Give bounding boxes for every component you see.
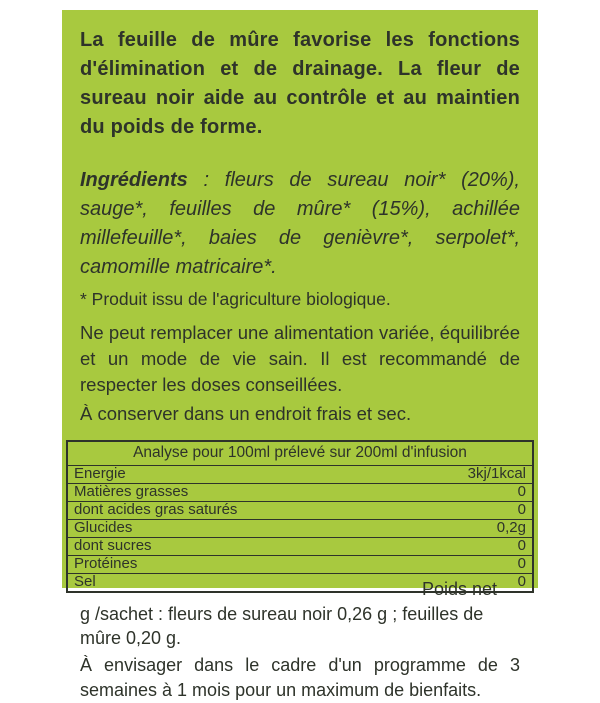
nutrition-table-header-row: [67, 441, 533, 466]
nutrient-value: 0: [399, 538, 533, 556]
table-row: [67, 520, 533, 538]
net-weight-label: Poids net: [422, 579, 498, 599]
organic-note: * Produit issu de l'agriculture biologique.: [80, 289, 391, 309]
nutrient-value: 3kj/1kcal: [399, 466, 533, 484]
table-row: [67, 484, 533, 502]
table-row: [67, 538, 533, 556]
nutrient-value: 0,2g: [399, 520, 533, 538]
nutrient-label: Matières grasses: [67, 484, 399, 502]
ingredients-heading: Ingrédients: [80, 169, 188, 191]
benefit-claim-text: La feuille de mûre favorise les fonctions d'élimination et de drainage. La fleur de sureau noir aide au contrôle et au maintien du poids de forme.: [80, 29, 520, 138]
product-label: [62, 10, 538, 700]
ingredients-list: : fleurs de sureau noir* (20%), sauge*, feuilles de mûre* (15%), achillée millefeuille*, baies de genièvre*, serpolet*, camomille matricaire*.: [80, 169, 520, 278]
nutrient-value: 0: [399, 484, 533, 502]
per-sachet-dosage: g /sachet : fleurs de sureau noir 0,26 g ; feuilles de mûre 0,20 g.: [80, 604, 484, 648]
nutrient-label: dont acides gras saturés: [67, 502, 399, 520]
table-row: [67, 466, 533, 484]
program-advice: À envisager dans le cadre d'un programme de 3 semaines à 1 mois pour un maximum de bienfaits.: [80, 655, 520, 700]
nutrient-label: Sel: [74, 573, 96, 590]
nutrition-table-title: Analyse pour 100ml prélevé sur 200ml d'infusion: [67, 441, 533, 466]
nutrient-label: Glucides: [67, 520, 399, 538]
nutrient-value: 0: [399, 556, 533, 574]
storage-instruction: À conserver dans un endroit frais et sec.: [80, 403, 412, 424]
nutrient-label: Energie: [67, 466, 399, 484]
nutrient-value: 0: [517, 573, 526, 590]
nutrition-table: [66, 440, 534, 593]
nutrient-value: 0: [399, 502, 533, 520]
nutrient-label: Protéines: [67, 556, 399, 574]
table-row: [67, 502, 533, 520]
ingredients-paragraph: [80, 166, 520, 282]
nutrient-label: dont sucres: [67, 538, 399, 556]
table-row: [67, 556, 533, 574]
usage-disclaimer: Ne peut remplacer une alimentation variée, équilibrée et un mode de vie sain. Il est recommandé de respecter les doses conseillées.: [80, 322, 520, 395]
